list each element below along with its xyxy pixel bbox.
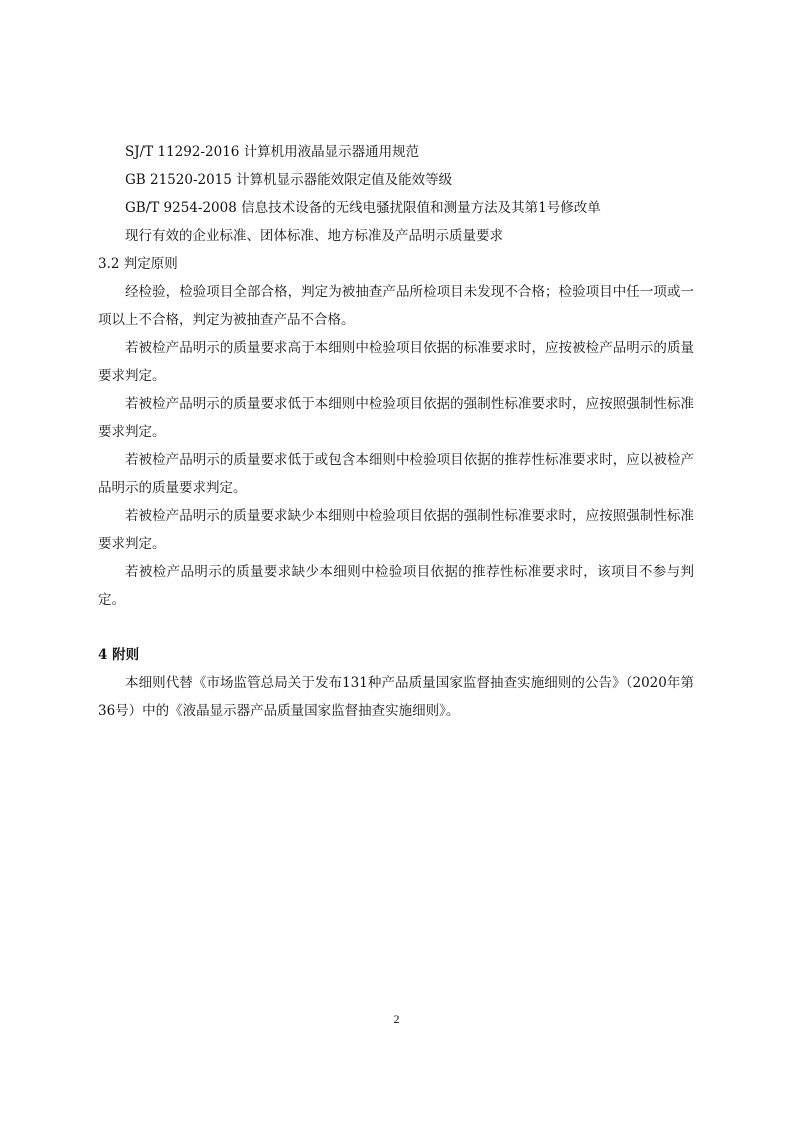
judgment-paragraph: 若被检产品明示的质量要求缺少本细则中检验项目依据的强制性标准要求时，应按照强制性标准要求判定。 xyxy=(98,508,694,552)
judgment-paragraph: 若被检产品明示的质量要求低于本细则中检验项目依据的强制性标准要求时，应按照强制性标准要求判定。 xyxy=(98,396,694,440)
section-spacer xyxy=(98,614,694,641)
judgment-paragraph: 经检验，检验项目全部合格，判定为被抽查产品所检项目未发现不合格；检验项目中任一项或一项以上不合格，判定为被抽查产品不合格。 xyxy=(98,284,694,328)
standard-item: GB/T 9254-2008 信息技术设备的无线电骚扰限值和测量方法及其第1号修改单 xyxy=(125,200,601,216)
standard-item: 现行有效的企业标准、团体标准、地方标准及产品明示质量要求 xyxy=(125,228,503,244)
standard-item: GB 21520-2015 计算机显示器能效限定值及能效等级 xyxy=(125,172,453,188)
section-heading-4: 4 附则 xyxy=(98,647,140,663)
judgment-paragraph: 若被检产品明示的质量要求缺少本细则中检验项目依据的推荐性标准要求时，该项目不参与判定。 xyxy=(98,564,694,608)
section-heading-3-2: 3.2 判定原则 xyxy=(98,256,178,272)
standard-item: SJ/T 11292-2016 计算机用液晶显示器通用规范 xyxy=(125,144,420,160)
page-content xyxy=(98,138,694,725)
page-number: 2 xyxy=(393,1012,400,1026)
judgment-paragraph: 若被检产品明示的质量要求高于本细则中检验项目依据的标准要求时，应按被检产品明示的质量要求判定。 xyxy=(98,340,694,384)
supplementary-paragraph: 本细则代替《市场监管总局关于发布131种产品质量国家监督抽查实施细则的公告》（2020年第36号）中的《液晶显示器产品质量国家监督抽查实施细则》。 xyxy=(98,675,694,719)
judgment-paragraph: 若被检产品明示的质量要求低于或包含本细则中检验项目依据的推荐性标准要求时，应以被检产品明示的质量要求判定。 xyxy=(98,452,694,496)
